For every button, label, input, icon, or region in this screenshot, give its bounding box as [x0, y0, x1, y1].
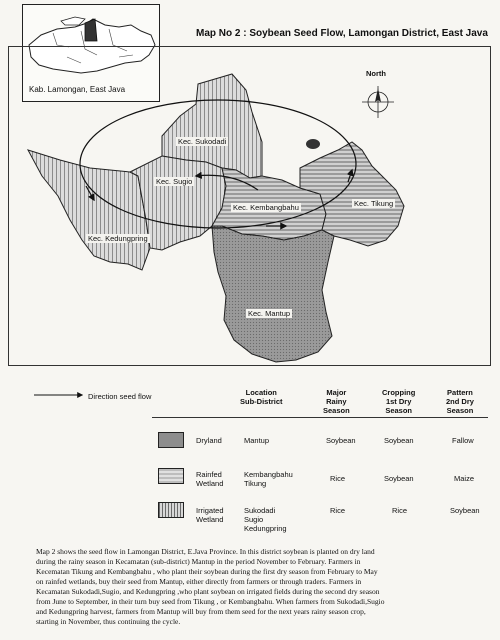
label-tikung: Kec. Tikung	[354, 199, 394, 208]
description-paragraph: Map 2 shows the seed flow in Lamongan District, E.Java Province. In this district soybean is planted on dry land during the rainy season in Kecamatan (sub-district) Mantup in the period November to February. Farmers in Kecematan Tikung and Kembangbahu , who plant their soybean during the first dry season from February to May on rainfed wetlands, buy their seed from Mantup, either directly from farmers or through traders. Farmers in Kecamatan Sukodadi,Sugio, and Kedungpring ,who plant soybean on irrigated fields during the second dry season from June to September, in their turn buy seed from Tikung , or Kembangbahu. When farmers from Sukodadi,Sugio and Kedungpring harvest, farmers from Mantup will buy from them seed for the next years rainy season crop, starting in November, thus continuing the cycle.	[36, 547, 385, 626]
rainy-row2: Rice	[330, 474, 346, 483]
label-kembangbahu: Kec. Kembangbahu	[233, 203, 299, 212]
reservoir-marker	[306, 139, 320, 149]
north-arrow-icon	[362, 86, 394, 118]
rainy-row3: Rice	[330, 506, 346, 515]
header-dry1: Cropping 1st Dry Season	[382, 388, 416, 415]
dry2-row3: Soybean	[450, 506, 480, 515]
header-dry2: Pattern 2nd Dry Season	[446, 388, 474, 415]
map-title: Map No 2 : Soybean Seed Flow, Lamongan District, East Java	[196, 28, 488, 39]
legend-divider	[152, 417, 488, 418]
land-rainfed: Rainfed Wetland	[196, 470, 224, 488]
region-kedungpring	[28, 150, 150, 270]
swatch-dryland	[158, 432, 184, 448]
land-dryland: Dryland	[196, 436, 222, 445]
rainy-row1: Soybean	[326, 436, 356, 445]
region-mantup	[212, 226, 334, 362]
dry1-row1: Soybean	[384, 436, 414, 445]
dry1-row3: Rice	[392, 506, 408, 515]
districts-irrigated: Sukodadi Sugio Kedungpring	[244, 506, 287, 533]
land-irrigated: Irrigated Wetland	[196, 506, 224, 524]
north-label: North	[366, 69, 386, 78]
header-rainy: Major Rainy Season	[323, 388, 350, 415]
dry1-row2: Soybean	[384, 474, 414, 483]
label-sukodadi: Kec. Sukodadi	[178, 137, 227, 146]
district-mantup: Mantup	[244, 436, 270, 445]
swatch-irrigated	[158, 502, 184, 518]
label-mantup: Kec. Mantup	[248, 309, 291, 318]
inset-label: Kab. Lamongan, East Java	[29, 85, 126, 94]
dry2-row1: Fallow	[452, 436, 474, 445]
legend-arrow-label: Direction seed flow	[88, 392, 152, 401]
dry2-row2: Maize	[454, 474, 475, 483]
label-sugio: Kec. Sugio	[156, 177, 193, 186]
header-location: Location Sub-District	[240, 388, 283, 406]
swatch-rainfed	[158, 468, 184, 484]
label-kedungpring: Kec. Kedungpring	[88, 234, 148, 243]
districts-rainfed: Kembangbahu Tikung	[244, 470, 293, 488]
